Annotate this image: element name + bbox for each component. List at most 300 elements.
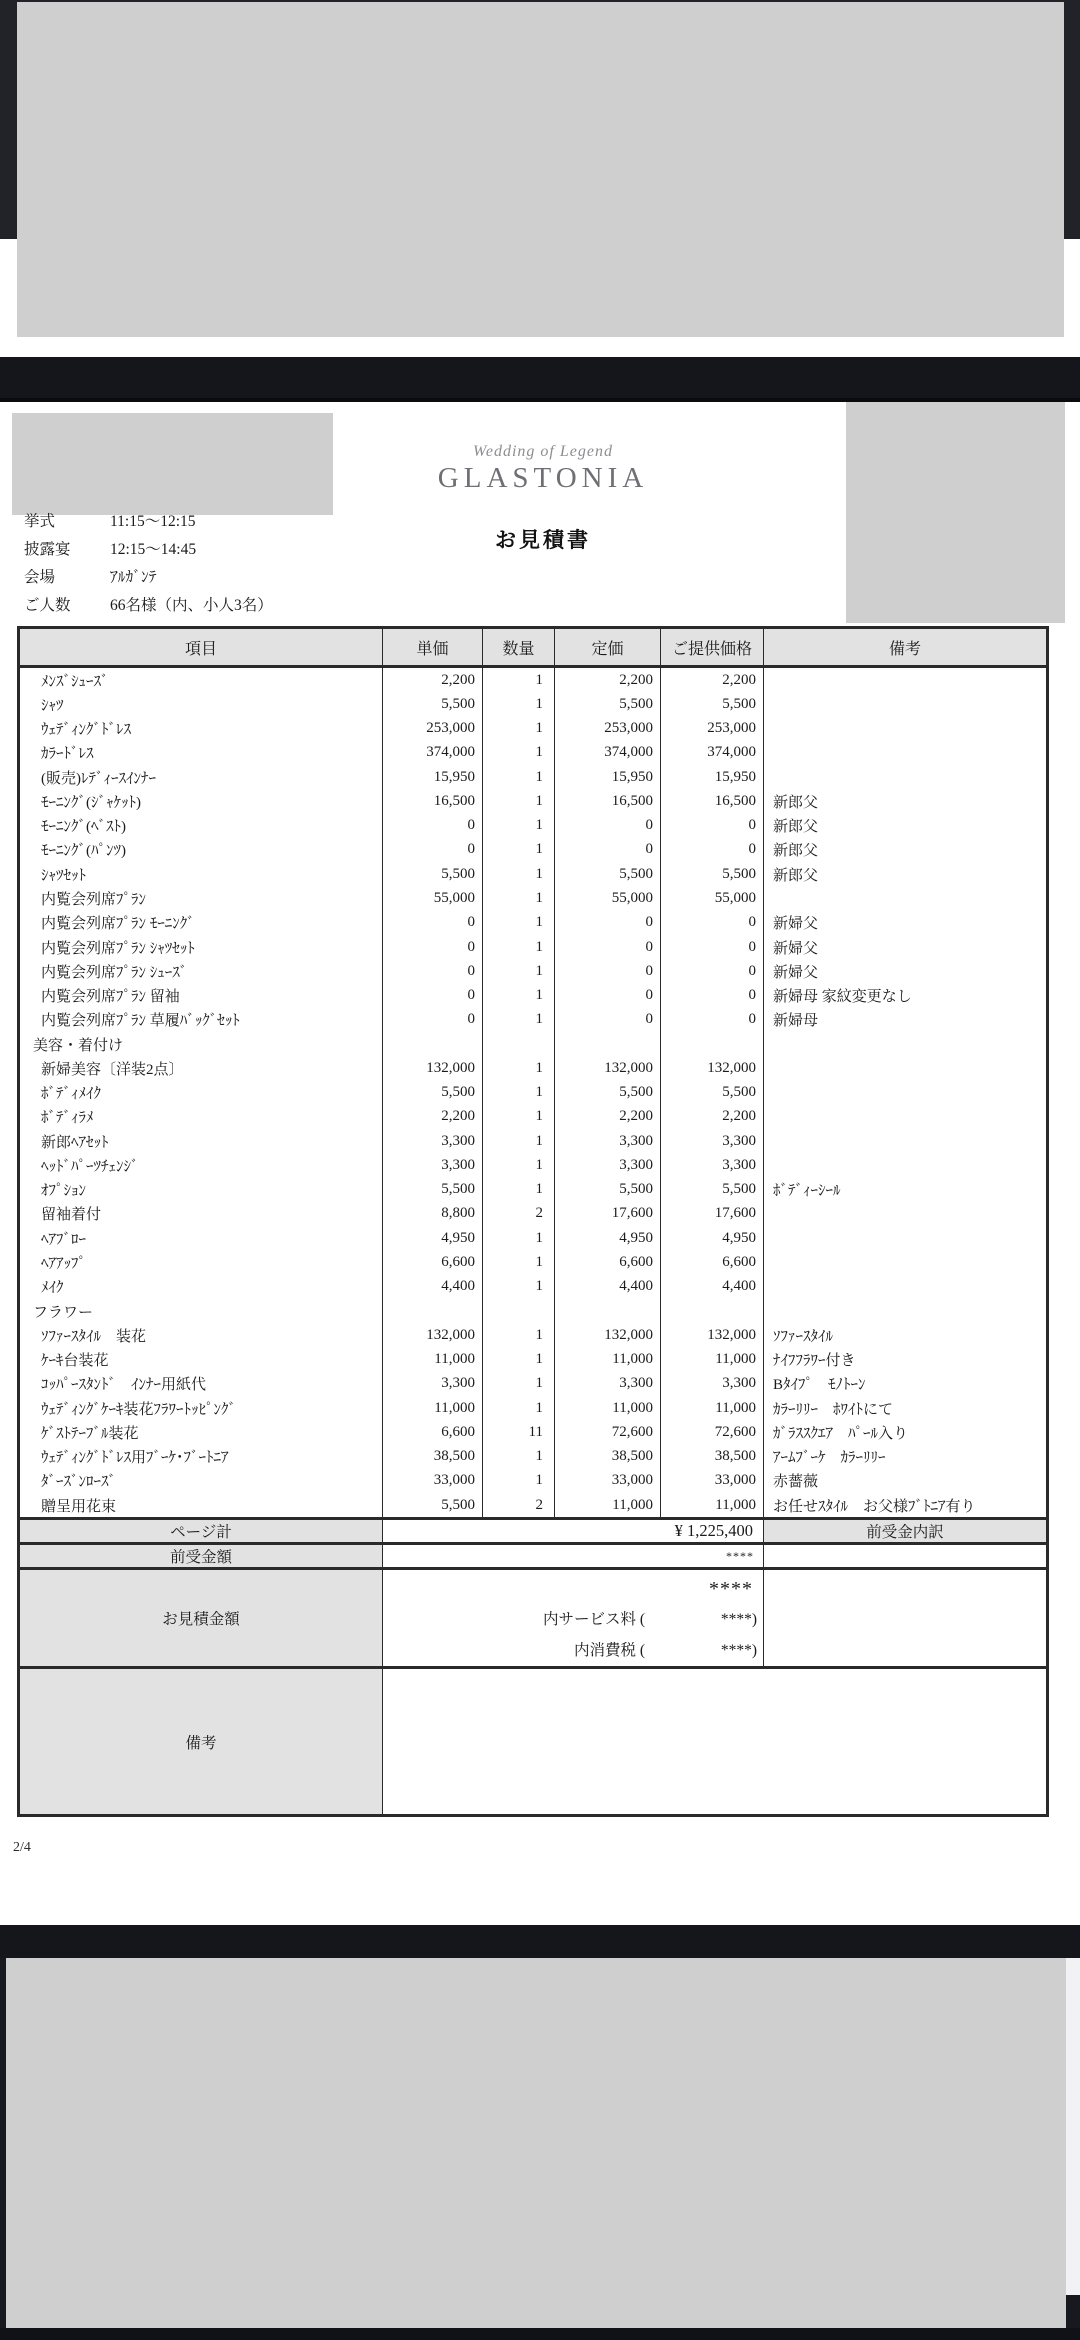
cell-item: ﾎﾞﾃﾞｨﾗﾒ [19,1105,383,1129]
cell-quantity [483,1032,555,1056]
cell-unit-price: 0 [383,935,483,959]
info-value: 11:15～12:15 [110,513,196,530]
cell-remarks: 新郎父 [764,838,1048,862]
redacted-block-right [846,402,1065,623]
service-fee-label: 内サービス料 ( [542,1611,645,1629]
cell-item: ﾀﾞｰｽﾞﾝﾛｰｽﾞ [19,1469,383,1493]
table-row [19,692,1048,716]
cell-unit-price: 33,000 [383,1469,483,1493]
info-row-venue [24,564,354,592]
cell-unit-price: 4,950 [383,1226,483,1250]
cell-list-price: 132,000 [555,1323,661,1347]
cell-offer-price: 2,200 [661,1105,764,1129]
page-title: お見積書 [495,528,591,552]
cell-quantity: 1 [483,1178,555,1202]
cell-offer-price: 0 [661,983,764,1007]
cell-unit-price: 5,500 [383,1081,483,1105]
column-header-remarks: 備考 [764,628,1048,667]
table-row [19,911,1048,935]
cell-item: 内覧会列席ﾌﾟﾗﾝ 草履ﾊﾞｯｸﾞｾｯﾄ [19,1008,383,1032]
cell-remarks: ｶﾞﾗｽｽｸｴｱ ﾊﾟｰﾙ入り [764,1420,1048,1444]
advance-breakdown-header: 前受金内訳 [764,1519,1048,1544]
cell-remarks [764,1299,1048,1323]
advance-amount-row [19,1544,1048,1569]
table-row [19,1008,1048,1032]
cell-remarks [764,1153,1048,1177]
cell-list-price: 17,600 [555,1202,661,1226]
brand-logo [343,442,743,494]
cell-remarks [764,717,1048,741]
info-value: 66名様（内、小人3名） [110,597,273,614]
page-gap-band-bottom [0,1925,1080,1958]
cell-quantity: 1 [483,717,555,741]
cell-remarks [764,765,1048,789]
cell-offer-price: 0 [661,814,764,838]
cell-unit-price: 0 [383,983,483,1007]
cell-list-price: 4,950 [555,1226,661,1250]
cell-list-price: 3,300 [555,1372,661,1396]
cell-item: ﾍｯﾄﾞﾊﾟｰﾂﾁｪﾝｼﾞ [19,1153,383,1177]
cell-unit-price: 3,300 [383,1129,483,1153]
cell-offer-price: 0 [661,1008,764,1032]
cell-unit-price: 0 [383,814,483,838]
cell-item: フラワー [19,1299,383,1323]
cell-remarks: 赤薔薇 [764,1469,1048,1493]
cell-list-price: 253,000 [555,717,661,741]
cell-quantity: 1 [483,911,555,935]
cell-offer-price: 2,200 [661,667,764,693]
next-page-edge [1066,1958,1080,2295]
table-row [19,741,1048,765]
info-value: ｱﾙｶﾞﾝﾃ [110,569,157,586]
table-row [19,1420,1048,1444]
cell-offer-price: 0 [661,959,764,983]
cell-item: ﾓｰﾆﾝｸﾞ(ﾊﾟﾝﾂ) [19,838,383,862]
cell-offer-price: 4,400 [661,1275,764,1299]
table-row [19,1347,1048,1371]
cell-item: 内覧会列席ﾌﾟﾗﾝ [19,886,383,910]
cell-remarks [764,1129,1048,1153]
cell-quantity: 1 [483,1226,555,1250]
cell-unit-price [383,1299,483,1323]
table-row [19,1129,1048,1153]
cell-quantity: 1 [483,765,555,789]
column-header-item: 項目 [19,628,383,667]
cell-item: ﾓｰﾆﾝｸﾞ(ｼﾞｬｹｯﾄ) [19,789,383,813]
cell-unit-price: 55,000 [383,886,483,910]
cell-offer-price: 72,600 [661,1420,764,1444]
remarks-row [19,1668,1048,1816]
cell-offer-price: 11,000 [661,1493,764,1519]
cell-quantity: 1 [483,1056,555,1080]
cell-quantity: 1 [483,1153,555,1177]
cell-quantity: 2 [483,1202,555,1226]
viewer-bottom-band [0,2328,1080,2340]
event-info [24,508,354,620]
cell-offer-price: 3,300 [661,1129,764,1153]
table-row [19,983,1048,1007]
cell-list-price: 4,400 [555,1275,661,1299]
cell-list-price: 16,500 [555,789,661,813]
cell-item: (販売)ﾚﾃﾞｨｰｽｲﾝﾅｰ [19,765,383,789]
cell-list-price: 5,500 [555,1081,661,1105]
redacted-block-top [17,2,1064,337]
cell-unit-price: 38,500 [383,1445,483,1469]
info-row-guests [24,592,354,620]
cell-quantity: 1 [483,692,555,716]
info-row-reception [24,536,354,564]
cell-item: ｿﾌｧｰｽﾀｲﾙ 装花 [19,1323,383,1347]
cell-unit-price: 0 [383,1008,483,1032]
cell-item: ｹﾞｽﾄﾃｰﾌﾞﾙ装花 [19,1420,383,1444]
estimate-amount-row [19,1569,1048,1668]
table-row [19,814,1048,838]
cell-list-price: 11,000 [555,1493,661,1519]
info-label: ご人数 [24,597,71,614]
cell-list-price: 2,200 [555,667,661,693]
remarks-label: 備考 [19,1668,383,1816]
table-row [19,1178,1048,1202]
cell-quantity: 1 [483,1445,555,1469]
table-row [19,1105,1048,1129]
cell-unit-price: 2,200 [383,667,483,693]
cell-quantity: 1 [483,983,555,1007]
cell-offer-price: 132,000 [661,1323,764,1347]
cell-offer-price: 4,950 [661,1226,764,1250]
cell-item: 美容・着付け [19,1032,383,1056]
advance-breakdown-cell [764,1569,1048,1668]
cell-item: 新婦美容〔洋装2点〕 [19,1056,383,1080]
cell-item: ｹｰｷ台装花 [19,1347,383,1371]
cell-remarks: Bﾀｲﾌﾟ ﾓﾉﾄｰﾝ [764,1372,1048,1396]
cell-unit-price: 8,800 [383,1202,483,1226]
cell-quantity: 1 [483,667,555,693]
cell-unit-price: 5,500 [383,1493,483,1519]
cell-quantity: 1 [483,935,555,959]
table-row [19,765,1048,789]
cell-list-price: 0 [555,959,661,983]
cell-quantity: 1 [483,789,555,813]
cell-list-price: 55,000 [555,886,661,910]
table-row [19,717,1048,741]
cell-unit-price: 5,500 [383,1178,483,1202]
cell-offer-price: 55,000 [661,886,764,910]
estimate-page [0,402,1080,1925]
cell-list-price: 6,600 [555,1250,661,1274]
cell-list-price: 33,000 [555,1469,661,1493]
estimate-table [17,626,1049,1817]
table-row [19,1275,1048,1299]
cell-unit-price [383,1032,483,1056]
service-fee-line [383,1604,763,1635]
tax-value: ****) [720,1642,757,1660]
table-row [19,1202,1048,1226]
cell-remarks: ｱｰﾑﾌﾞｰｹ ｶﾗｰﾘﾘｰ [764,1445,1048,1469]
cell-remarks: 新婦父 [764,935,1048,959]
cell-offer-price: 0 [661,935,764,959]
advance-breakdown-cell [764,1544,1048,1569]
table-header-row [19,628,1048,667]
cell-remarks [764,1226,1048,1250]
info-value: 12:15～14:45 [110,541,197,558]
cell-quantity: 1 [483,862,555,886]
cell-remarks: 新婦母 家紋変更なし [764,983,1048,1007]
cell-unit-price: 11,000 [383,1347,483,1371]
cell-quantity: 1 [483,838,555,862]
cell-quantity: 1 [483,1347,555,1371]
page-total-row [19,1519,1048,1544]
cell-quantity: 1 [483,814,555,838]
table-row [19,667,1048,693]
cell-item: ﾎﾞﾃﾞｨﾒｲｸ [19,1081,383,1105]
cell-remarks [764,692,1048,716]
table-row [19,1493,1048,1519]
cell-list-price: 0 [555,814,661,838]
cell-offer-price: 0 [661,911,764,935]
cell-list-price: 0 [555,935,661,959]
cell-quantity: 1 [483,1250,555,1274]
cell-item: 内覧会列席ﾌﾟﾗﾝ ﾓｰﾆﾝｸﾞ [19,911,383,935]
cell-item: ﾒｲｸ [19,1275,383,1299]
cell-remarks [764,1056,1048,1080]
brand-tagline: Wedding of Legend [473,443,613,460]
cell-remarks: 新婦母 [764,1008,1048,1032]
cell-item: ｵﾌﾟｼｮﾝ [19,1178,383,1202]
cell-offer-price [661,1032,764,1056]
cell-quantity: 1 [483,1372,555,1396]
column-header-unit-price: 単価 [383,628,483,667]
cell-item: ｺｯﾊﾟｰｽﾀﾝﾄﾞ ｲﾝﾅｰ用紙代 [19,1372,383,1396]
column-header-offer-price: ご提供価格 [661,628,764,667]
cell-quantity: 11 [483,1420,555,1444]
cell-quantity: 2 [483,1493,555,1519]
table-section-row [19,1032,1048,1056]
table-row [19,1469,1048,1493]
cell-offer-price: 3,300 [661,1372,764,1396]
service-fee-value: ****) [720,1611,757,1629]
tax-label: 内消費税 ( [573,1642,645,1660]
table-section-row [19,1299,1048,1323]
cell-offer-price: 0 [661,838,764,862]
cell-item: ｼｬﾂ [19,692,383,716]
cell-unit-price: 0 [383,959,483,983]
cell-item: ﾍｱｱｯﾌﾟ [19,1250,383,1274]
cell-offer-price [661,1299,764,1323]
cell-unit-price: 5,500 [383,862,483,886]
table-row [19,1323,1048,1347]
cell-quantity: 1 [483,1396,555,1420]
cell-remarks: ｶﾗｰﾘﾘｰ ﾎﾜｲﾄにて [764,1396,1048,1420]
cell-item: ｳｪﾃﾞｨﾝｸﾞﾄﾞﾚｽ [19,717,383,741]
cell-quantity: 1 [483,1105,555,1129]
cell-unit-price: 16,500 [383,789,483,813]
table-row [19,1372,1048,1396]
cell-offer-price: 38,500 [661,1445,764,1469]
cell-unit-price: 2,200 [383,1105,483,1129]
cell-list-price: 0 [555,838,661,862]
table-row [19,789,1048,813]
cell-quantity: 1 [483,1275,555,1299]
cell-offer-price: 3,300 [661,1153,764,1177]
cell-remarks: 新郎父 [764,814,1048,838]
cell-remarks: ﾎﾞﾃﾞｨｰｼｰﾙ [764,1178,1048,1202]
cell-item: ﾍｱﾌﾞﾛｰ [19,1226,383,1250]
info-label: 挙式 [24,513,56,530]
table-row [19,959,1048,983]
cell-offer-price: 11,000 [661,1396,764,1420]
table-row [19,1445,1048,1469]
cell-unit-price: 11,000 [383,1396,483,1420]
cell-offer-price: 17,600 [661,1202,764,1226]
cell-list-price: 0 [555,983,661,1007]
table-row [19,935,1048,959]
cell-unit-price: 253,000 [383,717,483,741]
brand-name: GLASTONIA [437,462,649,494]
cell-unit-price: 374,000 [383,741,483,765]
cell-list-price: 0 [555,911,661,935]
cell-offer-price: 5,500 [661,1178,764,1202]
cell-offer-price: 33,000 [661,1469,764,1493]
cell-item: 新郎ﾍｱｾｯﾄ [19,1129,383,1153]
page-total-value: ¥ 1,225,400 [383,1519,764,1544]
table-row [19,1056,1048,1080]
cell-remarks [764,1081,1048,1105]
cell-unit-price: 0 [383,911,483,935]
table-row [19,1226,1048,1250]
cell-remarks [764,1275,1048,1299]
cell-quantity: 1 [483,1129,555,1153]
cell-item: ｼｬﾂｾｯﾄ [19,862,383,886]
column-header-list-price: 定価 [555,628,661,667]
cell-unit-price: 5,500 [383,692,483,716]
cell-list-price: 5,500 [555,862,661,886]
cell-offer-price: 15,950 [661,765,764,789]
page-total-label: ページ計 [19,1519,383,1544]
cell-offer-price: 11,000 [661,1347,764,1371]
redacted-block-next-page [6,1958,1066,2328]
cell-offer-price: 6,600 [661,1250,764,1274]
cell-quantity: 1 [483,1323,555,1347]
cell-item: ﾒﾝｽﾞｼｭｰｽﾞ [19,667,383,693]
info-label: 披露宴 [24,541,71,558]
cell-quantity: 1 [483,1081,555,1105]
cell-list-price: 3,300 [555,1129,661,1153]
advance-amount-value: **** [383,1544,764,1569]
estimate-amount-cell [383,1569,764,1668]
cell-quantity: 1 [483,741,555,765]
cell-unit-price: 0 [383,838,483,862]
cell-unit-price: 132,000 [383,1323,483,1347]
cell-item: 内覧会列席ﾌﾟﾗﾝ ｼｬﾂｾｯﾄ [19,935,383,959]
cell-offer-price: 374,000 [661,741,764,765]
table-row [19,886,1048,910]
cell-offer-price: 132,000 [661,1056,764,1080]
column-header-quantity: 数量 [483,628,555,667]
cell-offer-price: 5,500 [661,692,764,716]
cell-item: 贈呈用花束 [19,1493,383,1519]
cell-list-price: 2,200 [555,1105,661,1129]
table-row [19,1396,1048,1420]
table-row [19,1250,1048,1274]
cell-offer-price: 5,500 [661,862,764,886]
cell-offer-price: 5,500 [661,1081,764,1105]
cell-remarks [764,667,1048,693]
tax-line [383,1635,763,1666]
cell-item: 内覧会列席ﾌﾟﾗﾝ ｼｭｰｽﾞ [19,959,383,983]
cell-remarks: 新婦父 [764,959,1048,983]
redacted-customer-info [12,413,333,515]
cell-remarks [764,1105,1048,1129]
cell-item: ｳｪﾃﾞｨﾝｸﾞｹｰｷ装花ﾌﾗﾜｰﾄｯﾋﾟﾝｸﾞ [19,1396,383,1420]
cell-item: ｳｪﾃﾞｨﾝｸﾞﾄﾞﾚｽ用ﾌﾞｰｹ･ﾌﾞｰﾄﾆｱ [19,1445,383,1469]
cell-list-price: 374,000 [555,741,661,765]
cell-quantity: 1 [483,1008,555,1032]
cell-remarks: 新郎父 [764,862,1048,886]
cell-offer-price: 16,500 [661,789,764,813]
cell-unit-price: 4,400 [383,1275,483,1299]
cell-remarks: 新婦父 [764,911,1048,935]
table-row [19,838,1048,862]
cell-item: ﾓｰﾆﾝｸﾞ(ﾍﾞｽﾄ) [19,814,383,838]
cell-remarks: お任せｽﾀｲﾙ お父様ﾌﾞﾄﾆｱ有り [764,1493,1048,1519]
advance-amount-label: 前受金額 [19,1544,383,1569]
cell-remarks: ｿﾌｧｰｽﾀｲﾙ [764,1323,1048,1347]
cell-unit-price: 6,600 [383,1250,483,1274]
cell-list-price: 11,000 [555,1396,661,1420]
cell-quantity: 1 [483,1469,555,1493]
cell-unit-price: 3,300 [383,1153,483,1177]
cell-remarks: ﾅｲﾌﾌﾗﾜｰ付き [764,1347,1048,1371]
cell-offer-price: 253,000 [661,717,764,741]
cell-remarks [764,1250,1048,1274]
info-row-ceremony [24,508,354,536]
cell-list-price: 11,000 [555,1347,661,1371]
page-indicator: 2/4 [13,1840,31,1855]
page-gap-band-top [0,357,1080,398]
cell-list-price [555,1299,661,1323]
cell-unit-price: 6,600 [383,1420,483,1444]
cell-item: 留袖着付 [19,1202,383,1226]
cell-list-price: 3,300 [555,1153,661,1177]
cell-list-price: 0 [555,1008,661,1032]
estimate-amount-label: お見積金額 [19,1569,383,1668]
cell-remarks [764,1032,1048,1056]
estimate-amount-value: **** [709,1578,753,1601]
cell-item: 内覧会列席ﾌﾟﾗﾝ 留袖 [19,983,383,1007]
remarks-content-cell [383,1668,1048,1816]
cell-list-price: 38,500 [555,1445,661,1469]
cell-list-price [555,1032,661,1056]
cell-remarks [764,1202,1048,1226]
cell-remarks [764,741,1048,765]
cell-quantity: 1 [483,886,555,910]
cell-unit-price: 3,300 [383,1372,483,1396]
cell-remarks: 新郎父 [764,789,1048,813]
cell-unit-price: 132,000 [383,1056,483,1080]
table-row [19,862,1048,886]
cell-list-price: 5,500 [555,692,661,716]
table-row [19,1081,1048,1105]
cell-quantity: 1 [483,959,555,983]
cell-list-price: 5,500 [555,1178,661,1202]
cell-remarks [764,886,1048,910]
table-row [19,1153,1048,1177]
cell-unit-price: 15,950 [383,765,483,789]
cell-list-price: 72,600 [555,1420,661,1444]
info-label: 会場 [24,569,56,586]
cell-list-price: 132,000 [555,1056,661,1080]
cell-quantity [483,1299,555,1323]
